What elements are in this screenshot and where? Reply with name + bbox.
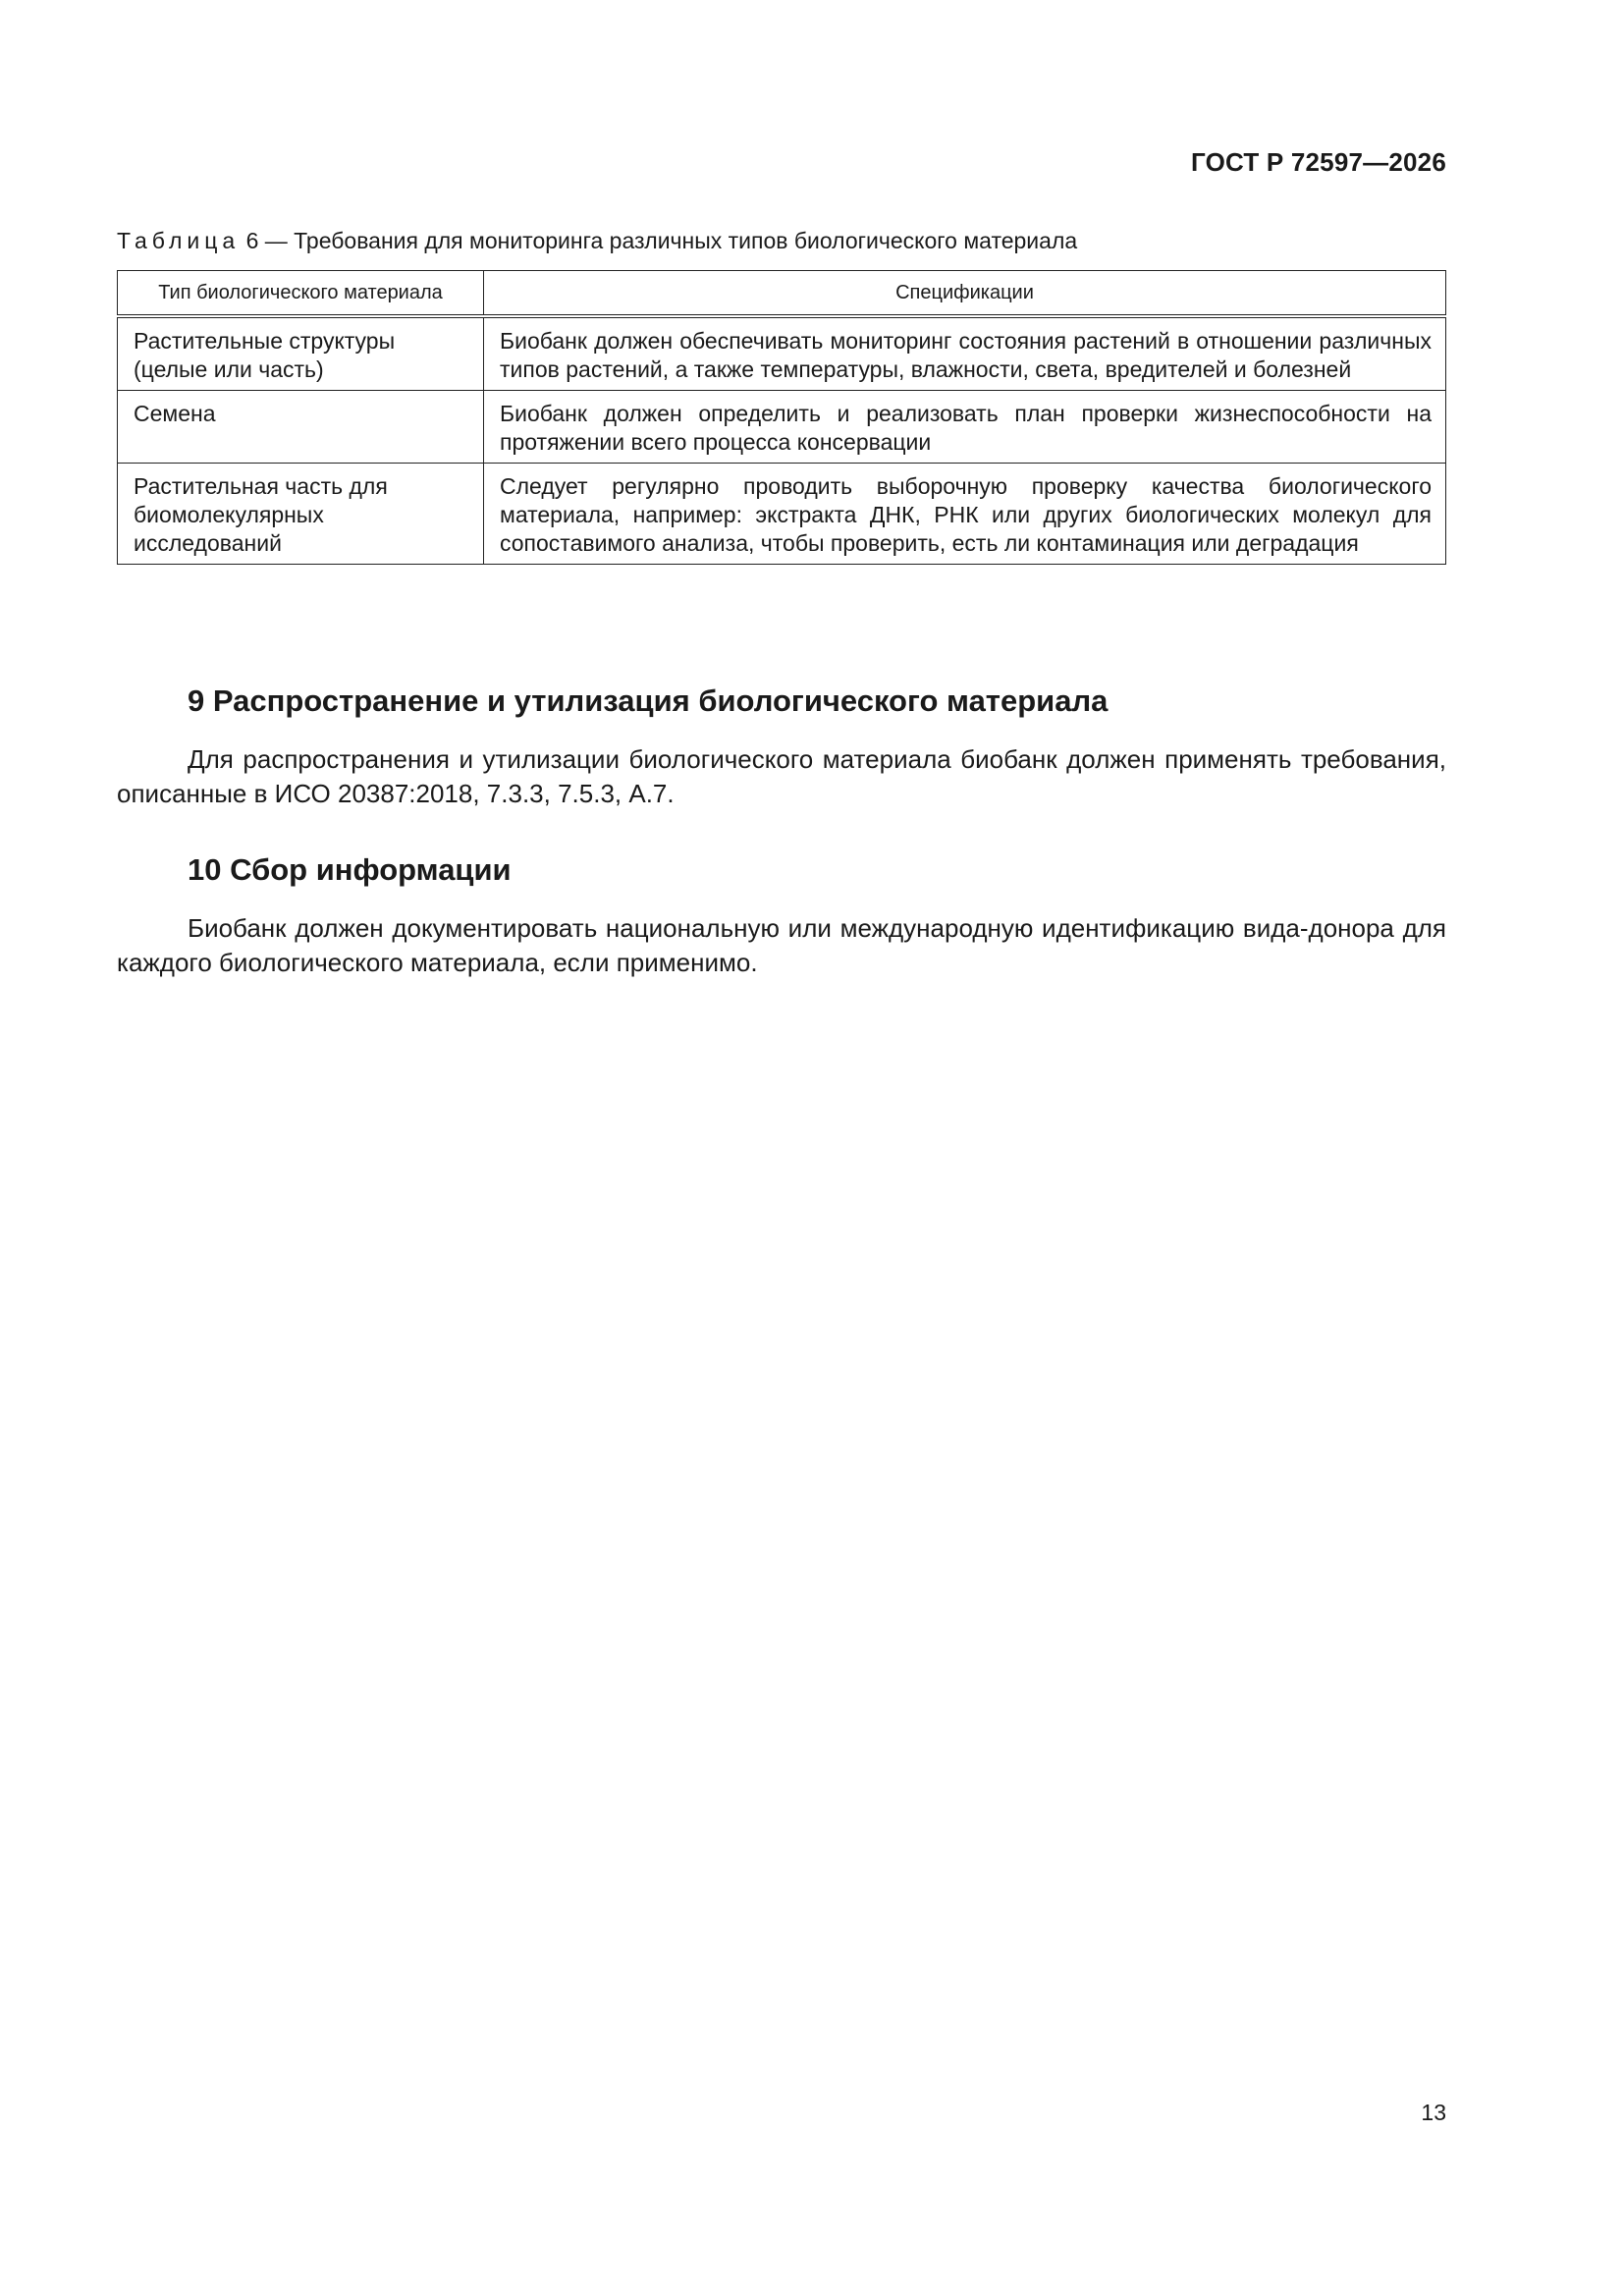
section-paragraph-distribution: Для распространения и утилизации биологического материала биобанк должен применять требования, описанные в ИСО 20387:2018, 7.3.3, 7.5.3, А.7. (117, 744, 1446, 808)
table-row (118, 464, 1446, 565)
cell-specification: Следует регулярно проводить выборочную проверку качества биологического материала, например: экстракта ДНК, РНК или других биологических молекул для сопоставимого анализа, чтобы проверить, есть ли контаминация или деградация (484, 464, 1446, 565)
page-number: 13 (1421, 2100, 1446, 2125)
section-heading-information: 10 Сбор информации (188, 852, 512, 887)
table-caption-prefix: Таблица (117, 228, 241, 253)
cell-material-type: Растительная часть для биомолекулярных исследований (118, 464, 484, 565)
column-header-type: Тип биологического материала (118, 271, 484, 317)
table-row (118, 391, 1446, 464)
section-paragraph-information: Биобанк должен документировать национальную или международную идентификацию вида-донора для каждого биологического материала, если применимо. (117, 913, 1446, 977)
document-code: ГОСТ Р 72597—2026 (1191, 147, 1446, 177)
cell-specification: Биобанк должен определить и реализовать план проверки жизнеспособности на протяжении всего процесса консервации (484, 391, 1446, 464)
table-header-row (118, 271, 1446, 317)
cell-material-type: Растительные структуры (целые или часть) (118, 316, 484, 391)
table-caption-text: 6 — Требования для мониторинга различных типов биологического материала (240, 228, 1078, 253)
requirements-table (117, 270, 1446, 565)
table-row (118, 316, 1446, 391)
cell-material-type: Семена (118, 391, 484, 464)
section-heading-distribution: 9 Распространение и утилизация биологического материала (188, 683, 1109, 718)
cell-specification: Биобанк должен обеспечивать мониторинг состояния растений в отношении различных типов растений, а также температуры, влажности, света, вредителей и болезней (484, 316, 1446, 391)
table-caption (117, 228, 1077, 254)
column-header-spec: Спецификации (484, 271, 1446, 317)
